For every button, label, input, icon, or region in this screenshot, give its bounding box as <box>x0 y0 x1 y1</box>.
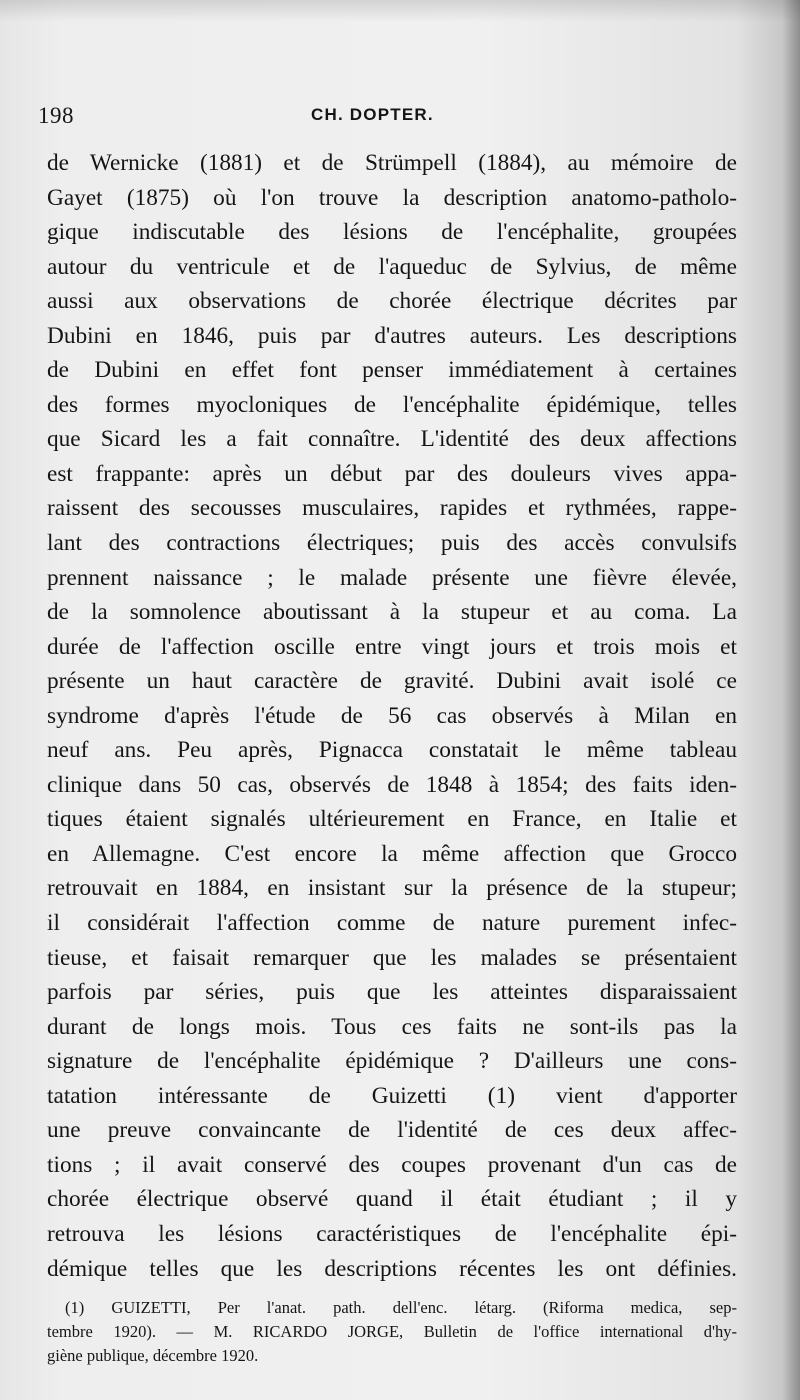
body-line: une preuve convaincante de l'identité de ces deux affec- <box>47 1117 737 1144</box>
body-line: de la somnolence aboutissant à la stupeur et au coma. La <box>47 599 737 626</box>
body-line: gique indiscutable des lésions de l'encéphalite, groupées <box>47 219 737 246</box>
body-line: tatation intéressante de Guizetti (1) vient d'apporter <box>47 1082 737 1109</box>
body-line: il considérait l'affection comme de nature purement infec- <box>47 910 737 937</box>
footnote-line: tembre 1920). — M. RICARDO JORGE, Bulletin de l'office international d'hy- <box>47 1322 737 1341</box>
body-line: Dubini en 1846, puis par d'autres auteurs. Les descriptions <box>47 322 737 349</box>
body-line: parfois par séries, puis que les atteintes disparaissaient <box>47 979 737 1006</box>
body-line: Gayet (1875) où l'on trouve la description anatomo-patholo- <box>47 184 737 211</box>
body-line: tiques étaient signalés ultérieurement en France, en Italie et <box>47 806 737 833</box>
body-line: des formes myocloniques de l'encéphalite épidémique, telles <box>47 391 737 418</box>
body-line: lant des contractions électriques; puis des accès convulsifs <box>47 530 737 557</box>
body-line: en Allemagne. C'est encore la même affection que Grocco <box>47 840 737 867</box>
running-head: CH. DOPTER. <box>311 105 434 124</box>
body-line: neuf ans. Peu après, Pignacca constatait le même tableau <box>47 737 737 764</box>
body-line: tieuse, et faisait remarquer que les malades se présentaient <box>47 944 737 971</box>
footnote-line: (1) GUIZETTI, Per l'anat. path. dell'enc. létarg. (Riforma medica, sep- <box>65 1298 737 1317</box>
page-number: 198 <box>38 103 74 128</box>
footnote <box>47 1296 737 1368</box>
footnote-line: giène publique, décembre 1920. <box>47 1346 259 1365</box>
body-line: retrouvait en 1884, en insistant sur la présence de la stupeur; <box>47 875 737 902</box>
body-line: que Sicard les a fait connaître. L'identité des deux affections <box>47 426 737 453</box>
body-line: syndrome d'après l'étude de 56 cas observés à Milan en <box>47 702 737 729</box>
body-line: est frappante: après un début par des douleurs vives appa- <box>47 460 737 487</box>
body-line: raissent des secousses musculaires, rapides et rythmées, rappe- <box>47 495 737 522</box>
body-line: clinique dans 50 cas, observés de 1848 à 1854; des faits iden- <box>47 771 737 798</box>
body-line: de Dubini en effet font penser immédiatement à certaines <box>47 357 737 384</box>
body-line: de Wernicke (1881) et de Strümpell (1884), au mémoire de <box>47 150 737 176</box>
body-line: autour du ventricule et de l'aqueduc de Sylvius, de même <box>47 253 737 280</box>
body-line: chorée électrique observé quand il était étudiant ; il y <box>47 1186 737 1213</box>
page-header <box>38 103 743 133</box>
body-line: retrouva les lésions caractéristiques de l'encéphalite épi- <box>47 1220 737 1247</box>
body-line: signature de l'encéphalite épidémique ? D'ailleurs une cons- <box>47 1048 737 1075</box>
page-edge-shadow <box>782 0 800 1400</box>
body-line: présente un haut caractère de gravité. Dubini avait isolé ce <box>47 668 737 695</box>
page-top-shadow <box>0 0 800 22</box>
body-line: prennent naissance ; le malade présente une fièvre élevée, <box>47 564 737 591</box>
body-line: durée de l'affection oscille entre vingt jours et trois mois et <box>47 633 737 660</box>
body-line: aussi aux observations de chorée électrique décrites par <box>47 288 737 315</box>
body-line: démique telles que les descriptions récentes les ont définies. <box>47 1255 737 1282</box>
body-line: tions ; il avait conservé des coupes provenant d'un cas de <box>47 1151 737 1178</box>
body-line: durant de longs mois. Tous ces faits ne sont-ils pas la <box>47 1013 737 1040</box>
body-paragraph <box>47 146 737 1286</box>
